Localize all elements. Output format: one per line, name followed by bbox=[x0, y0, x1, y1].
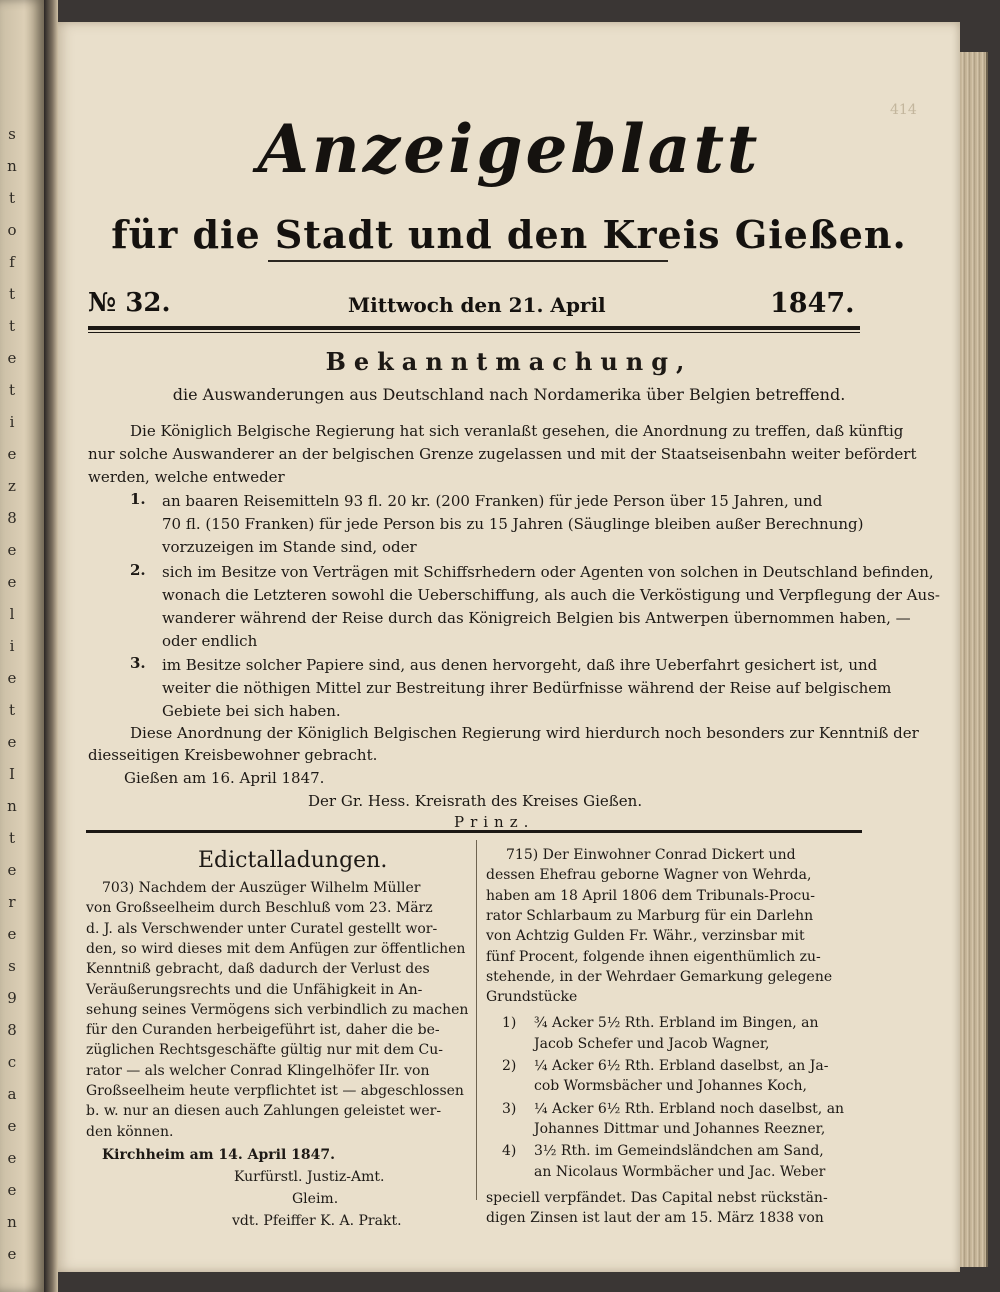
left-page-fragment: f bbox=[9, 253, 15, 271]
left-page-fragment: e bbox=[7, 1245, 17, 1263]
announcement-authority: Der Gr. Hess. Kreisrath des Kreises Gießen. bbox=[308, 792, 643, 810]
left-page-fragment: a bbox=[7, 1085, 17, 1103]
left-page-fragment: i bbox=[9, 637, 15, 655]
item-number: 3. bbox=[130, 654, 146, 672]
right-item-number: 3) bbox=[502, 1100, 517, 1117]
left-page-fragment: o bbox=[7, 221, 17, 239]
left-column-line: den können. bbox=[86, 1123, 174, 1140]
closing-line: diesseitigen Kreisbewohner gebracht. bbox=[88, 746, 378, 764]
intro-line: nur solche Auswanderer an der belgischen Grenze zugelassen und mit der Staatseisenbahn weiter befördert bbox=[88, 445, 917, 463]
right-column-line: 715) Der Einwohner Conrad Dickert und bbox=[506, 847, 796, 863]
left-page-fragment: n bbox=[7, 797, 17, 815]
item-line: 70 fl. (150 Franken) für jede Person bis zu 15 Jahren (Säuglinge bleiben außer Berechnung) bbox=[162, 515, 864, 533]
announcement-signature: Prinz. bbox=[454, 813, 535, 831]
right-column-line: haben am 18 April 1806 dem Tribunals-Procu- bbox=[486, 887, 816, 904]
left-page-fragment: t bbox=[8, 317, 16, 335]
section-rule bbox=[86, 830, 862, 833]
issue-date: Mittwoch den 21. April bbox=[348, 293, 606, 317]
right-item-number: 4) bbox=[502, 1143, 517, 1160]
right-item-line: 3½ Rth. im Gemeindsländchen am Sand, bbox=[534, 1143, 824, 1160]
left-page-fragment: l bbox=[9, 605, 15, 623]
issue-year: 1847. bbox=[770, 288, 855, 319]
ghost-page-number: 414 bbox=[890, 102, 917, 118]
item-line: Gebiete bei sich haben. bbox=[162, 702, 341, 720]
item-line: wanderer während der Reise durch das Königreich Belgien bis Antwerpen übernommen haben, — bbox=[162, 609, 911, 627]
left-column-line: Kenntniß gebracht, daß dadurch der Verlust des bbox=[86, 961, 430, 978]
item-line: vorzuzeigen im Stande sind, oder bbox=[162, 538, 417, 556]
left-column-line: b. w. nur an diesen auch Zahlungen geleistet wer- bbox=[86, 1103, 442, 1120]
item-line: an baaren Reisemitteln 93 fl. 20 kr. (200 Franken) für jede Person über 15 Jahren, und bbox=[162, 492, 823, 510]
announcement-title: Bekanntmachung, bbox=[325, 347, 693, 376]
masthead-rule bbox=[268, 260, 668, 262]
left-page-fragment: c bbox=[7, 1053, 17, 1071]
left-page-fragment: I bbox=[9, 765, 15, 783]
announcement-subtitle: die Auswanderungen aus Deutschland nach Nordamerika über Belgien betreffend. bbox=[172, 385, 846, 404]
right-item-number: 2) bbox=[502, 1058, 517, 1074]
left-column-line: den, so wird dieses mit dem Anfügen zur öffentlichen bbox=[86, 940, 466, 957]
left-column-line: züglichen Rechtsgeschäfte gültig nur mit dem Cu- bbox=[86, 1042, 443, 1059]
left-page-fragment: e bbox=[7, 669, 17, 687]
closing-line: Diese Anordnung der Königlich Belgischen Regierung wird hierdurch noch besonders zur Kenntniß der bbox=[130, 724, 919, 742]
left-page-fragment: s bbox=[8, 125, 16, 143]
left-page-fragment: e bbox=[7, 733, 17, 751]
right-column-tail-line: speciell verpfändet. Das Capital nebst rückstän- bbox=[486, 1189, 828, 1206]
announcement-place-date: Gießen am 16. April 1847. bbox=[124, 769, 325, 787]
right-column-line: fünf Procent, folgende ihnen eigenthümlich zu- bbox=[486, 948, 821, 965]
left-page-fragment: t bbox=[8, 189, 16, 207]
right-item-line: ¾ Acker 5½ Rth. Erbland im Bingen, an bbox=[534, 1015, 819, 1032]
left-page-fragment: r bbox=[8, 893, 16, 911]
column-rule bbox=[476, 840, 477, 1200]
item-line: wonach die Letzteren sowohl die Ueberschiffung, als auch die Verköstigung und Verpflegung der Aus- bbox=[162, 586, 940, 604]
masthead-title: Anzeigeblatt bbox=[257, 110, 761, 188]
left-page-fragment: e bbox=[7, 1149, 17, 1167]
header-rule bbox=[88, 326, 860, 333]
right-column-line: stehende, in der Wehrdaer Gemarkung gelegene bbox=[486, 968, 833, 985]
right-item-line: an Nicolaus Wormbächer und Jac. Weber bbox=[534, 1163, 826, 1180]
item-line: oder endlich bbox=[162, 632, 258, 650]
left-column-line: rator — als welcher Conrad Klingelhöfer IIr. von bbox=[86, 1062, 430, 1079]
intro-line: werden, welche entweder bbox=[88, 468, 285, 486]
item-line: im Besitze solcher Papiere sind, aus denen hervorgeht, daß ihre Ueberfahrt gesichert ist, und bbox=[162, 656, 878, 674]
left-column-line: von Großseelheim durch Beschluß vom 23. März bbox=[86, 900, 433, 917]
left-column-line: d. J. als Verschwender unter Curatel gestellt wor- bbox=[86, 920, 438, 937]
left-column-line: Großseelheim heute verpflichtet ist — abgeschlossen bbox=[86, 1083, 464, 1099]
right-item-line: Johannes Dittmar und Johannes Reezner, bbox=[534, 1120, 826, 1137]
right-item-line: ¼ Acker 6½ Rth. Erbland daselbst, an Ja- bbox=[534, 1058, 829, 1074]
item-line: sich im Besitze von Verträgen mit Schiffsrhedern oder Agenten von solchen in Deutschland befinden, bbox=[162, 563, 934, 581]
item-number: 1. bbox=[130, 490, 146, 508]
left-page-fragment: n bbox=[7, 157, 17, 175]
item-line: weiter die nöthigen Mittel zur Bestreitung ihrer Bedürfnisse während der Reise auf belgischem bbox=[162, 679, 892, 697]
left-page-fragment: e bbox=[7, 1117, 17, 1135]
left-page-fragment: t bbox=[8, 829, 16, 847]
left-page-fragment: 9 bbox=[7, 989, 17, 1007]
masthead-subtitle: für die Stadt und den Kreis Gießen. bbox=[111, 212, 907, 257]
left-page-fragment: n bbox=[7, 1213, 17, 1231]
left-page-fragment: e bbox=[7, 541, 17, 559]
left-page-fragment: 8 bbox=[7, 1021, 17, 1039]
left-office: Kurfürstl. Justiz-Amt. bbox=[234, 1169, 385, 1185]
intro-line: Die Königlich Belgische Regierung hat sich veranlaßt gesehen, die Anordnung zu treffen, daß künftig bbox=[130, 422, 904, 440]
left-page-fragment: e bbox=[7, 445, 17, 463]
left-column-line: sehung seines Vermögens sich verbindlich zu machen bbox=[86, 1001, 469, 1018]
left-page-fragment: s bbox=[8, 957, 16, 975]
left-page-fragment: t bbox=[8, 701, 16, 719]
left-page-fragment: e bbox=[7, 925, 17, 943]
left-page-fragment: e bbox=[7, 573, 17, 591]
left-place-date: Kirchheim am 14. April 1847. bbox=[102, 1147, 336, 1163]
left-page-fragment: t bbox=[8, 285, 16, 303]
page-edges bbox=[956, 52, 988, 1267]
left-facing-page bbox=[0, 0, 44, 1292]
right-item-line: ¼ Acker 6½ Rth. Erbland noch daselbst, an bbox=[534, 1100, 845, 1117]
right-column-line: dessen Ehefrau geborne Wagner von Wehrda, bbox=[486, 867, 812, 884]
left-page-fragment: i bbox=[9, 413, 15, 431]
edictal-heading: Edictalladungen. bbox=[198, 848, 388, 873]
left-page-fragment: t bbox=[8, 381, 16, 399]
right-item-line: Jacob Schefer und Jacob Wagner, bbox=[534, 1035, 770, 1052]
left-column-line: für den Curanden herbeigeführt ist, daher die be- bbox=[86, 1022, 440, 1039]
left-signed: vdt. Pfeiffer K. A. Prakt. bbox=[232, 1213, 402, 1229]
right-item-line: cob Wormsbächer und Johannes Koch, bbox=[534, 1078, 807, 1095]
right-item-number: 1) bbox=[502, 1015, 517, 1032]
left-page-fragment: e bbox=[7, 861, 17, 879]
item-number: 2. bbox=[130, 561, 146, 579]
left-column-line: 703) Nachdem der Auszüger Wilhelm Müller bbox=[102, 880, 421, 896]
left-page-fragment: 8 bbox=[7, 509, 17, 527]
right-column-line: rator Schlarbaum zu Marburg für ein Darlehn bbox=[486, 907, 814, 924]
left-column-line: Veräußerungsrechts und die Unfähigkeit in An- bbox=[86, 981, 423, 998]
book-gutter bbox=[44, 0, 58, 1292]
left-page-fragment: z bbox=[8, 477, 16, 495]
right-column-line: Grundstücke bbox=[486, 989, 578, 1006]
right-column-tail-line: digen Zinsen ist laut der am 15. März 1838 von bbox=[486, 1210, 824, 1227]
issue-number: № 32. bbox=[88, 288, 171, 318]
newspaper-page bbox=[58, 22, 960, 1272]
right-column-line: von Achtzig Gulden Fr. Währ., verzinsbar mit bbox=[486, 928, 805, 945]
left-name: Gleim. bbox=[292, 1191, 339, 1207]
left-page-fragment: e bbox=[7, 1181, 17, 1199]
left-page-fragment: e bbox=[7, 349, 17, 367]
